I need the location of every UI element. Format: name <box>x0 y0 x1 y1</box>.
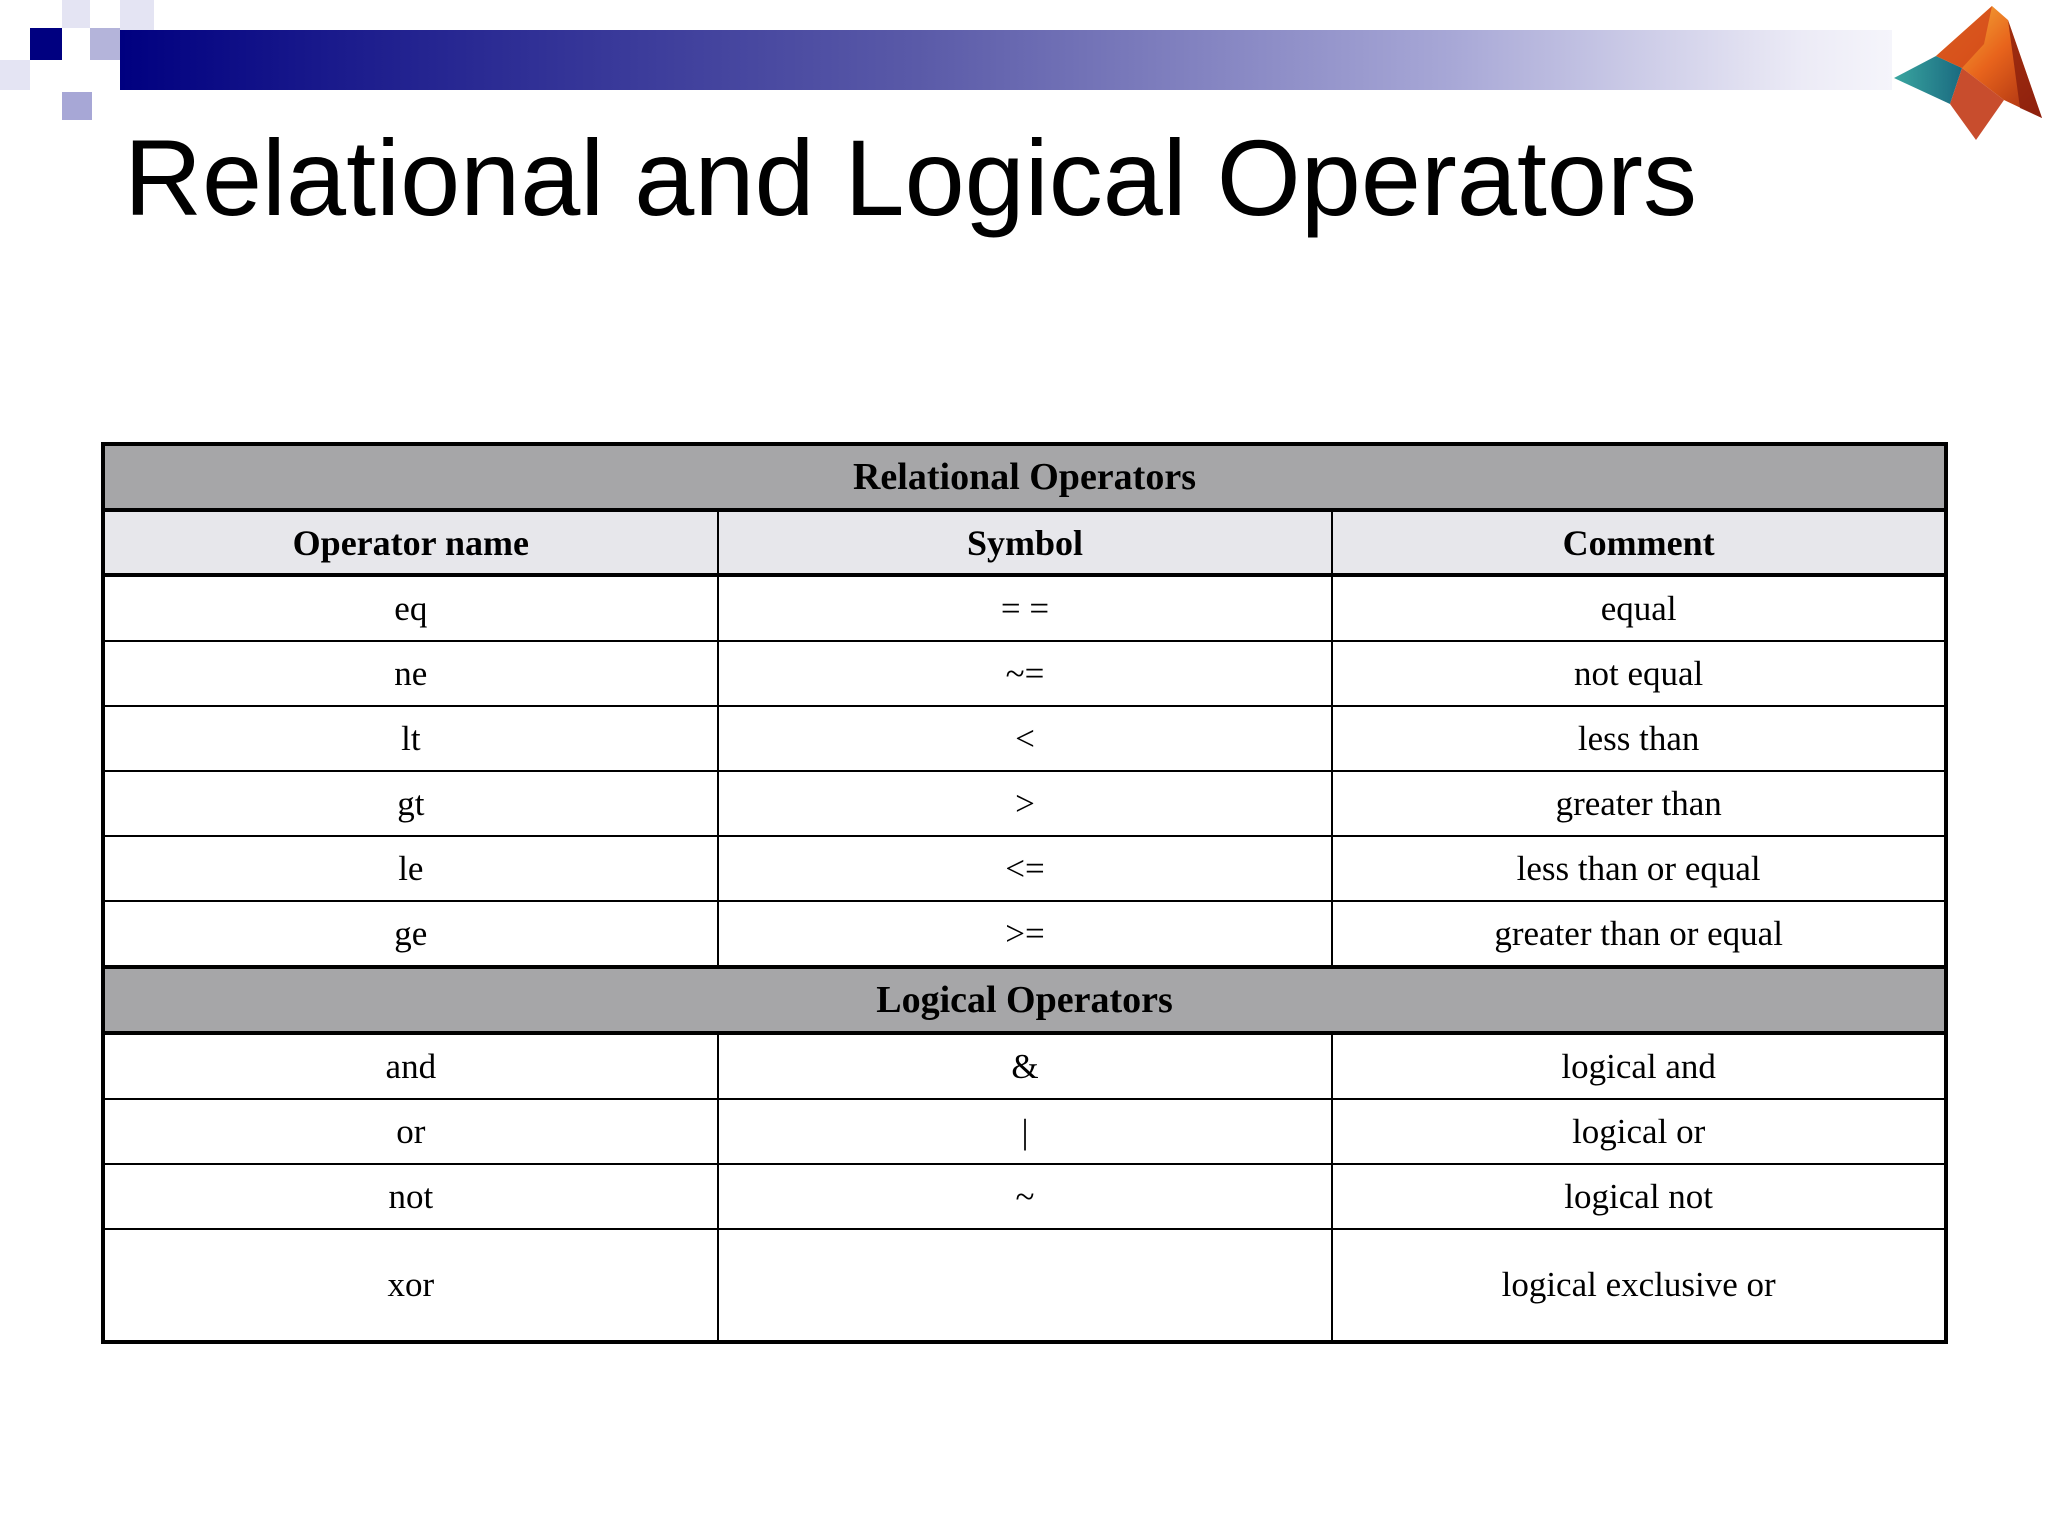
header-gradient-band <box>120 30 1892 90</box>
symbol-cell: = = <box>718 575 1333 641</box>
logical-section-row <box>103 967 1946 1033</box>
operators-table <box>101 442 1948 1344</box>
comment-cell: logical and <box>1332 1033 1946 1099</box>
column-header-symbol: Symbol <box>718 510 1333 575</box>
decor-square <box>0 60 30 90</box>
decor-square <box>92 60 120 90</box>
table-row <box>103 836 1946 901</box>
comment-cell: logical exclusive or <box>1332 1229 1946 1342</box>
relational-section-row <box>103 444 1946 510</box>
decor-square <box>120 0 154 30</box>
table-row <box>103 771 1946 836</box>
table-row <box>103 1229 1946 1342</box>
table-row <box>103 1099 1946 1164</box>
table-row <box>103 575 1946 641</box>
column-header-row <box>103 510 1946 575</box>
matlab-membrane-logo-icon <box>1892 0 2048 145</box>
table-row <box>103 901 1946 967</box>
table-row <box>103 641 1946 706</box>
symbol-cell: >= <box>718 901 1333 967</box>
operator-name-cell: and <box>103 1033 718 1099</box>
symbol-cell: < <box>718 706 1333 771</box>
comment-cell: greater than <box>1332 771 1946 836</box>
operator-name-cell: eq <box>103 575 718 641</box>
column-header-operator-name: Operator name <box>103 510 718 575</box>
comment-cell: logical not <box>1332 1164 1946 1229</box>
symbol-cell: <= <box>718 836 1333 901</box>
operator-name-cell: ne <box>103 641 718 706</box>
operator-name-cell: ge <box>103 901 718 967</box>
comment-cell: logical or <box>1332 1099 1946 1164</box>
operator-name-cell: lt <box>103 706 718 771</box>
symbol-cell: ~= <box>718 641 1333 706</box>
comment-cell: greater than or equal <box>1332 901 1946 967</box>
column-header-comment: Comment <box>1332 510 1946 575</box>
comment-cell: not equal <box>1332 641 1946 706</box>
slide-title: Relational and Logical Operators <box>124 117 1697 238</box>
table-row <box>103 1164 1946 1229</box>
operator-name-cell: gt <box>103 771 718 836</box>
decor-square <box>62 92 92 120</box>
symbol-cell: & <box>718 1033 1333 1099</box>
operator-name-cell: not <box>103 1164 718 1229</box>
table-row <box>103 1033 1946 1099</box>
logical-section-title: Logical Operators <box>103 967 1946 1033</box>
symbol-cell <box>718 1229 1333 1342</box>
operator-name-cell: xor <box>103 1229 718 1342</box>
decor-square <box>62 0 90 28</box>
comment-cell: less than or equal <box>1332 836 1946 901</box>
comment-cell: less than <box>1332 706 1946 771</box>
table-row <box>103 706 1946 771</box>
symbol-cell: | <box>718 1099 1333 1164</box>
comment-cell: equal <box>1332 575 1946 641</box>
symbol-cell: ~ <box>718 1164 1333 1229</box>
symbol-cell: > <box>718 771 1333 836</box>
decor-square <box>30 28 62 60</box>
decor-square <box>90 28 120 60</box>
operator-name-cell: or <box>103 1099 718 1164</box>
operator-name-cell: le <box>103 836 718 901</box>
relational-section-title: Relational Operators <box>103 444 1946 510</box>
